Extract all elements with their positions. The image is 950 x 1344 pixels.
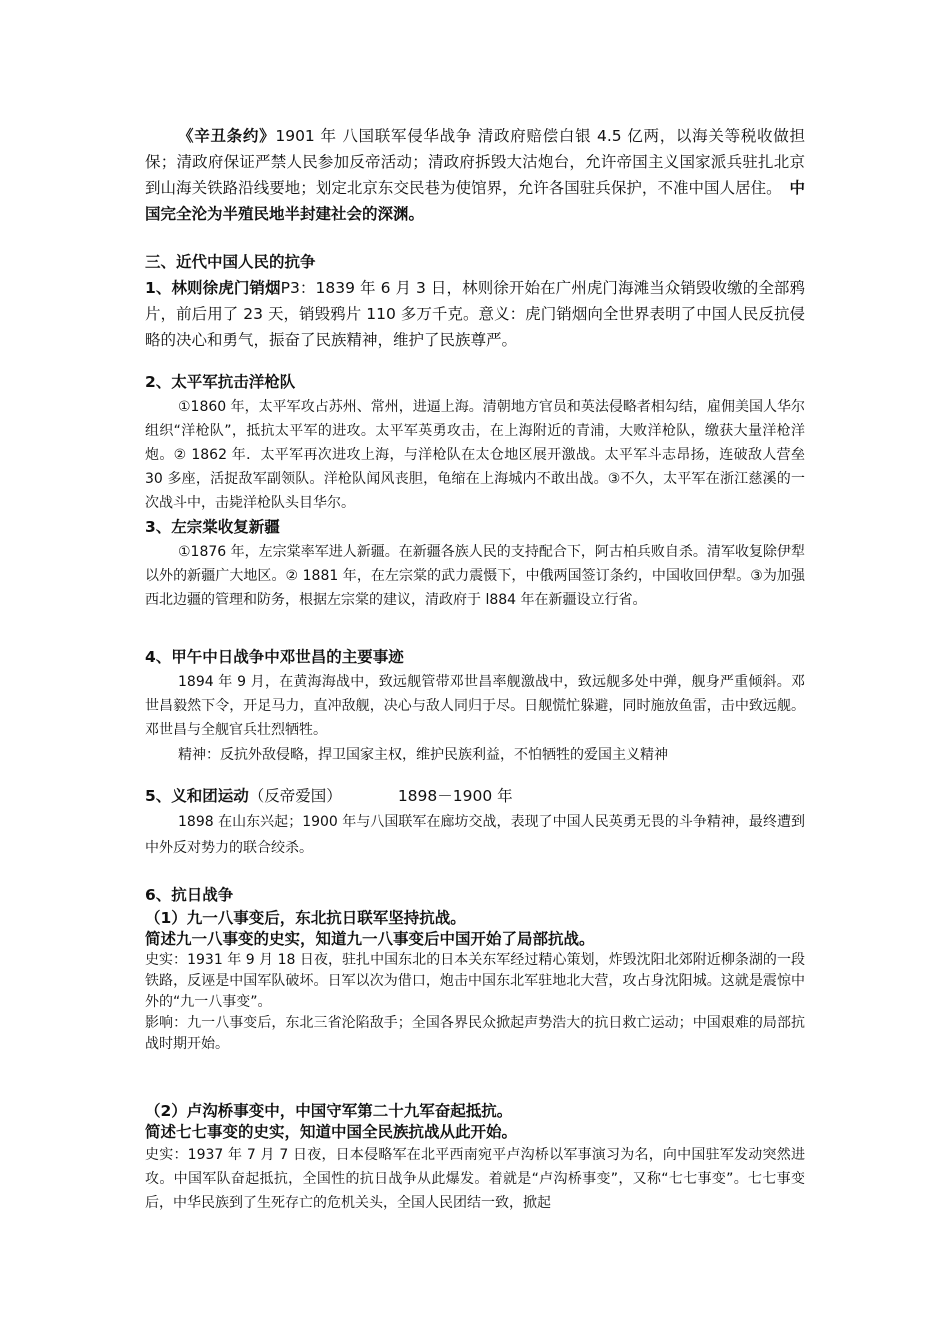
item1-paragraph (145, 275, 805, 353)
item6-sub1-title: （1）九一八事变后，东北抗日联军坚持抗战。 (145, 909, 466, 927)
treaty-text: 1901 年 八国联军侵华战争 清政府赔偿白银 4.5 亿两，以海关等税收做担保；清政府保证严禁人民参加反帝活动；清政府拆毁大沽炮台，允许帝国主义国家派兵驻扎北京到山海关铁路沿线要地；划定北京东交民巷为使馆界，允许各国驻兵保护，不准中国人居住。 (145, 127, 805, 197)
item6-block (145, 882, 805, 1055)
item6-sub2-facts: 史实：1937 年 7 月 7 日夜，日本侵略军在北平西南宛平卢沟桥以军事演习为名，向中国驻军发动突然进攻。中国军队奋起抵抗，全国性的抗日战争从此爆发。着就是“卢沟桥事变”，又称“七七事变”。七七事变后，中华民族到了生死存亡的危机关头，全国人民团结一致，掀起 (145, 1147, 805, 1211)
item5-block (145, 783, 805, 861)
treaty-conclusion: 中国完全沦为半殖民地半封建社会的深渊。 (145, 179, 805, 223)
item6-title: 6、抗日战争 (145, 886, 234, 904)
item5-title: 5、义和团运动 (145, 787, 249, 805)
treaty-paragraph (145, 123, 805, 227)
item5-text: 1898 在山东兴起；1900 年与八国联军在廊坊交战，表现了中国人民英勇无畏的斗争精神，最终遭到中外反对势力的联合绞杀。 (145, 814, 805, 856)
item6-sub1-req: 简述九一八事变的史实，知道九一八事变后中国开始了局部抗战。 (145, 930, 595, 948)
item3-block (145, 514, 805, 612)
item2-text: ①1860 年，太平军攻占苏州、常州，进逼上海。清朝地方官员和英法侵略者相勾结，雇佣美国人华尔组织“洋枪队”，抵抗太平军的进攻。太平军英勇攻击，在上海附近的青浦，大败洋枪队，缴获大量洋枪洋炮。② 1862 年．太平军再次进攻上海，与洋枪队在太仓地区展开激战。太平军斗志昂扬，连破敌人营垒 30 多座，活捉敌军副领队。洋枪队闻风丧胆，龟缩在上海城内不敢出战。③不久，太平军在浙江慈溪的一次战斗中，击毙洋枪队头目华尔。 (145, 399, 805, 511)
item1-title: 1、林则徐虎门销烟 (145, 279, 281, 297)
item2-title: 2、太平军抗击洋枪队 (145, 373, 296, 391)
item6-sub2-block (145, 1101, 805, 1215)
item5-years: 1898－1900 年 (397, 787, 513, 805)
item4-spirit: 精神：反抗外敌侵略，捍卫国家主权，维护民族利益，不怕牺牲的爱国主义精神 (178, 747, 668, 763)
item4-title: 4、甲午中日战争中邓世昌的主要事迹 (145, 648, 404, 666)
treaty-title: 《辛丑条约》 (178, 127, 276, 145)
item3-title: 3、左宗棠收复新疆 (145, 518, 280, 536)
item4-text: 1894 年 9 月，在黄海海战中，致远舰管带邓世昌率舰激战中，致远舰多处中弹，舰身严重倾斜。邓世昌毅然下令，开足马力，直冲敌舰，决心与敌人同归于尽。日舰慌忙躲避，同时施放鱼雷，击中致远舰。邓世昌与全舰官兵壮烈牺牲。 (145, 674, 805, 738)
item1-text: P3：1839 年 6 月 3 日，林则徐开始在广州虎门海滩当众销毁收缴的全部鸦片，前后用了 23 天，销毁鸦片 110 多万千克。意义：虎门销烟向全世界表明了中国人民反抗侵略的决心和勇气，振奋了民族精神，维护了民族尊严。 (145, 279, 806, 349)
item5-paren: （反帝爱国） (248, 787, 342, 805)
item4-block (145, 644, 805, 768)
section-heading: 三、近代中国人民的抗争 (145, 253, 316, 271)
section-three (145, 249, 805, 353)
item6-sub1-facts: 史实：1931 年 9 月 18 日夜，驻扎中国东北的日本关东军经过精心策划，炸毁沈阳北郊附近柳条湖的一段铁路，反诬是中国军队破坏。日军以次为借口，炮击中国东北军驻地北大营，攻占身沈阳城。这就是震惊中外的“九一八事变”。 (145, 952, 805, 1010)
item3-text: ①1876 年，左宗棠率军进人新疆。在新疆各族人民的支持配合下，阿古柏兵败自杀。清军收复除伊犁以外的新疆广大地区。② 1881 年，在左宗棠的武力震慑下，中俄两国签订条约，中国收回伊犁。③为加强西北边疆的管理和防务，根据左宗棠的建议，清政府于 l884 年在新疆设立行省。 (145, 544, 805, 608)
item2-block (145, 369, 805, 515)
item6-sub2-req: 简述七七事变的史实，知道中国全民族抗战从此开始。 (145, 1123, 518, 1141)
item6-sub1-impact: 影响：九一八事变后，东北三省沦陷敌手；全国各界民众掀起声势浩大的抗日救亡运动；中国艰难的局部抗战时期开始。 (145, 1015, 805, 1052)
item6-sub2-title: （2）卢沟桥事变中，中国守军第二十九军奋起抵抗。 (145, 1102, 513, 1120)
